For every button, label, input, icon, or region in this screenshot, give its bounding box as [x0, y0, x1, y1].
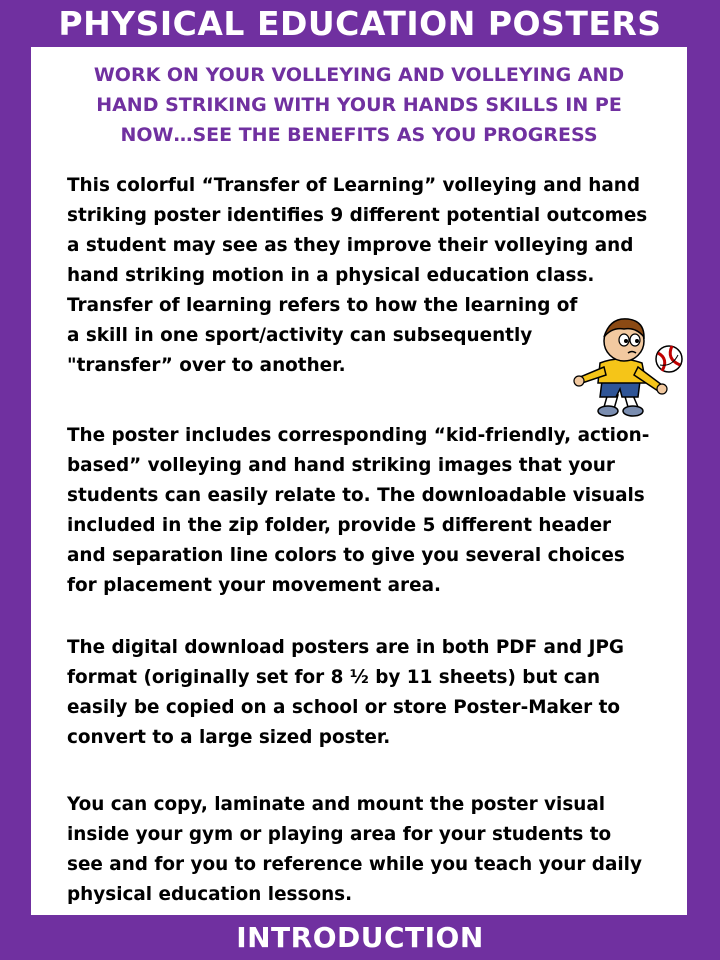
- paragraph-kid-friendly-images: The poster includes corresponding “kid-friendly, action- based” volleying and hand striking images that your students can easily relate to. The downloadable visuals included in the zip folder, provide 5 different header and separation line colors to give you several choices for placement your movement area.: [67, 425, 650, 596]
- page-title: PHYSICAL EDUCATION POSTERS: [58, 4, 662, 43]
- paragraph-mounting: You can copy, laminate and mount the poster visual inside your gym or playing area for your students to see and for you to reference while you teach your daily physical education lessons.: [67, 794, 642, 905]
- paragraph-digital-download: The digital download posters are in both PDF and JPG format (originally set for 8 ½ by 11 sheets) but can easily be copied on a school or store Poster-Maker to convert to a large sized poster.: [67, 637, 625, 748]
- paragraph-transfer-of-learning: This colorful “Transfer of Learning” volleying and hand striking poster identifies 9 different potential outcomes a student may see as they improve their volleying and hand striking motion in a physical education class. Transfer of learning refers to how the learning of a skill in one sport/activity can subsequently "transfer” over to another.: [67, 175, 648, 376]
- subtitle: WORK ON YOUR VOLLEYING AND VOLLEYING AND HAND STRIKING WITH YOUR HANDS SKILLS IN PE NOW…SEE THE BENEFITS AS YOU PROGRESS: [93, 64, 625, 146]
- section-label: INTRODUCTION: [236, 921, 484, 954]
- cartoon-kid-volleyball-icon: [566, 315, 686, 419]
- content-panel: [31, 47, 687, 915]
